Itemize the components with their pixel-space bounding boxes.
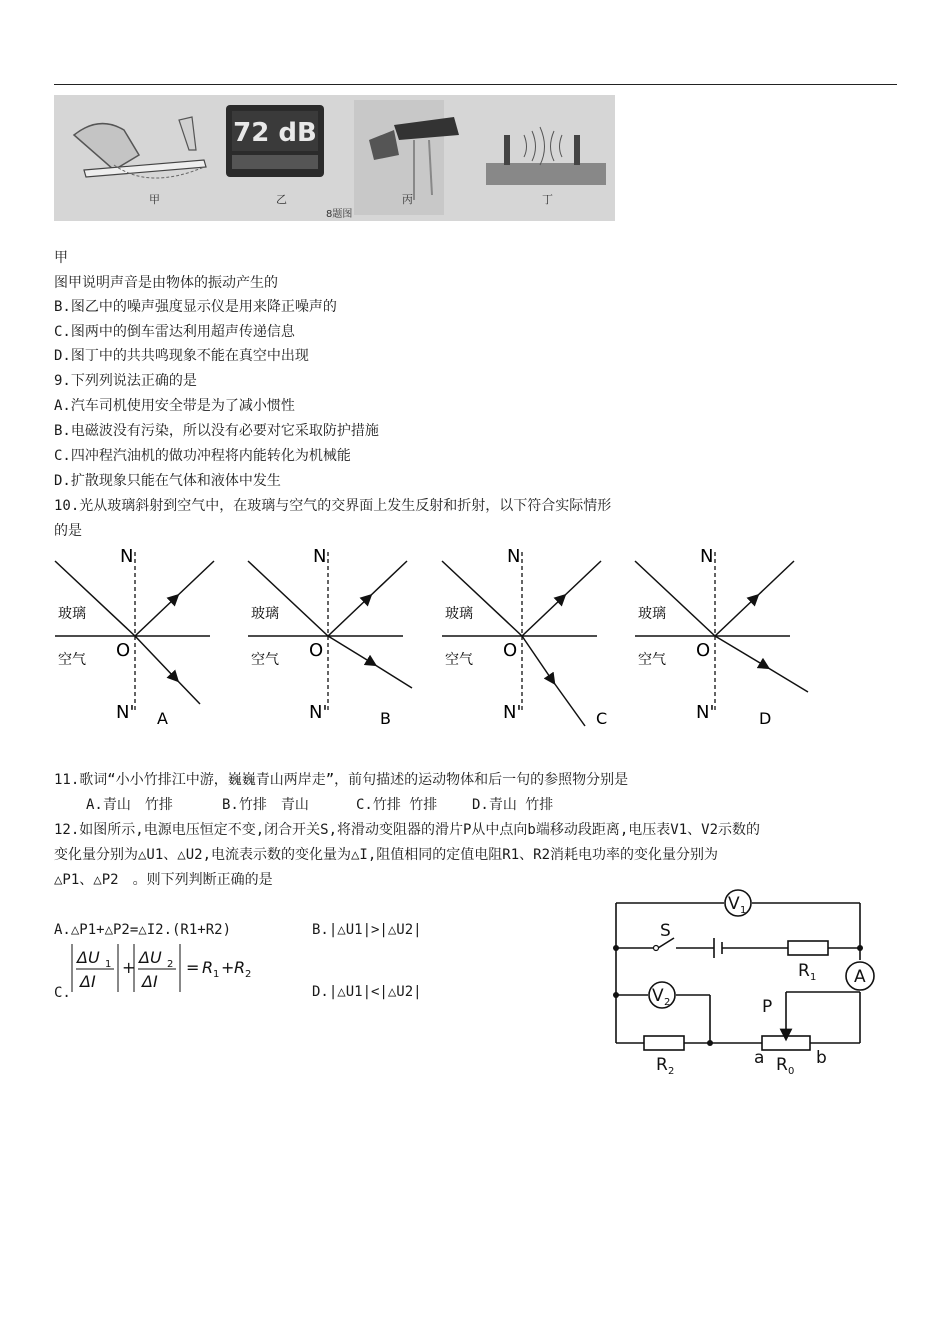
q10-c-air: 空气 [445,652,473,668]
formula-equals: = [186,958,200,977]
q9-option-c: C.四冲程汽油机的做功冲程将内能转化为机械能 [54,448,351,464]
photo-yi-noise-meter [226,105,324,177]
q10-diagram-b [248,546,412,728]
q10-b-o: O [309,640,324,661]
formula-r2-sub: 2 [245,969,252,980]
q10-a-air: 空气 [58,652,86,668]
formula-plus: + [122,958,136,977]
q10-b-n-prime: N' [309,702,328,723]
q9-stem: 9.下列列说法正确的是 [54,373,197,389]
q12-circuit-diagram [600,880,890,1075]
q8-option-c: C.图两中的倒车雷达利用超声传递信息 [54,324,295,340]
formula-di-1: ΔI [80,972,96,991]
q12-option-c-label: C. [54,985,71,1001]
q12-option-a: A.△P1+△P2=△I2.(R1+R2) [54,922,232,938]
header-rule [54,84,897,85]
photo-label-yi: 乙 [276,193,287,206]
q9-option-a: A.汽车司机使用安全带是为了减小惯性 [54,398,295,414]
q10-a-n: N [120,546,134,567]
q9-option-d: D.扩散现象只能在气体和液体中发生 [54,473,281,489]
photo-caption: 8题图 [326,209,353,220]
q10-c-n: N [507,546,521,567]
circuit-v1: V [728,894,740,914]
q12-stem-line1: 12.如图所示,电源电压恒定不变,闭合开关S,将滑动变阻器的滑片P从中点向b端移动段距离,电压表V1、V2示数的 [54,822,760,838]
circuit-r1-sub: 1 [810,972,817,983]
q10-diagram-d [635,546,808,728]
q10-d-o: O [696,640,711,661]
q10-d-label: D [759,709,772,728]
q8-photo-figure [54,95,615,221]
q10-a-o: O [116,640,131,661]
formula-di-2: ΔI [142,972,158,991]
q10-ray-diagrams [0,540,950,740]
q10-c-o: O [503,640,518,661]
circuit-v2-sub: 2 [664,997,671,1008]
q11-option-a: A.青山 竹排 [86,797,173,813]
circuit-switch-s: S [660,921,671,941]
q10-c-n-prime: N' [503,702,522,723]
q10-diagram-a [55,546,214,728]
q10-a-glass: 玻璃 [58,606,86,622]
q10-b-label: B [380,709,391,728]
circuit-r2-sub: 2 [668,1066,675,1075]
q10-c-glass: 玻璃 [445,606,473,622]
q11-stem: 11.歌词“小小竹排江中游，巍巍青山两岸走”，前句描述的运动物体和后一句的参照物分别是 [54,772,629,788]
q9-option-b: B.电磁波没有污染，所以没有必要对它采取防护措施 [54,423,379,439]
q10-d-n: N [700,546,714,567]
q10-d-glass: 玻璃 [638,606,666,622]
q8-option-d: D.图丁中的共共鸣现象不能在真空中出现 [54,348,309,364]
q8-label: 甲 [54,250,68,266]
circuit-v2: V [652,986,664,1006]
q12-stem-line2: 变化量分别为△U1、△U2,电流表示数的变化量为△I,阻值相同的定值电阻R1、R2消耗电功率的变化量分别为 [54,847,718,863]
circuit-end-b: b [816,1048,827,1068]
formula-du2: ΔU [139,948,162,967]
formula-du2-sub: 2 [167,959,174,970]
q10-a-n-prime: N' [116,702,135,723]
photo-label-ding: 丁 [542,193,553,206]
circuit-r0-sub: 0 [788,1066,795,1075]
q12-stem-line3: △P1、△P2 。则下列判断正确的是 [54,872,273,888]
formula-r2: R [234,958,246,977]
formula-r1: R [202,958,214,977]
photo-label-bing: 丙 [402,193,413,206]
q8-option-b: B.图乙中的噪声强度显示仪是用来降正噪声的 [54,299,337,315]
q10-a-label: A [157,709,168,728]
q10-d-n-prime: N' [696,702,715,723]
q12-option-c-formula [68,940,258,996]
q10-b-n: N [313,546,327,567]
circuit-r0: R [776,1055,788,1075]
q12-option-d: D.|△U1|<|△U2| [312,984,422,1000]
q10-stem-line2: 的是 [54,523,82,539]
q10-stem-line1: 10.光从玻璃斜射到空气中，在玻璃与空气的交界面上发生反射和折射，以下符合实际情形 [54,498,612,514]
circuit-ammeter: A [854,967,866,987]
q10-b-air: 空气 [251,652,279,668]
formula-rhs-plus: + [221,958,235,977]
q11-option-b: B.竹排 青山 [222,797,309,813]
q11-option-d: D.青山 竹排 [472,797,554,813]
circuit-slider-p: P [762,997,773,1017]
q10-d-air: 空气 [638,652,666,668]
formula-du1: ΔU [77,948,100,967]
formula-du1-sub: 1 [105,959,112,970]
circuit-v1-sub: 1 [740,905,747,916]
q10-c-label: C [596,709,608,728]
q8-option-a: 图甲说明声音是由物体的振动产生的 [54,275,278,291]
q10-b-glass: 玻璃 [251,606,279,622]
circuit-r2: R [656,1055,668,1075]
photo-label-jia: 甲 [149,193,160,206]
q12-option-b: B.|△U1|>|△U2| [312,922,422,938]
formula-r1-sub: 1 [213,969,220,980]
meter-reading: 72 dB [233,118,317,148]
circuit-r1: R [798,961,810,981]
q10-diagram-c [442,546,607,728]
circuit-end-a: a [754,1048,765,1068]
q11-option-c: C.竹排 竹排 [356,797,438,813]
q8-photo-strip [54,95,615,221]
